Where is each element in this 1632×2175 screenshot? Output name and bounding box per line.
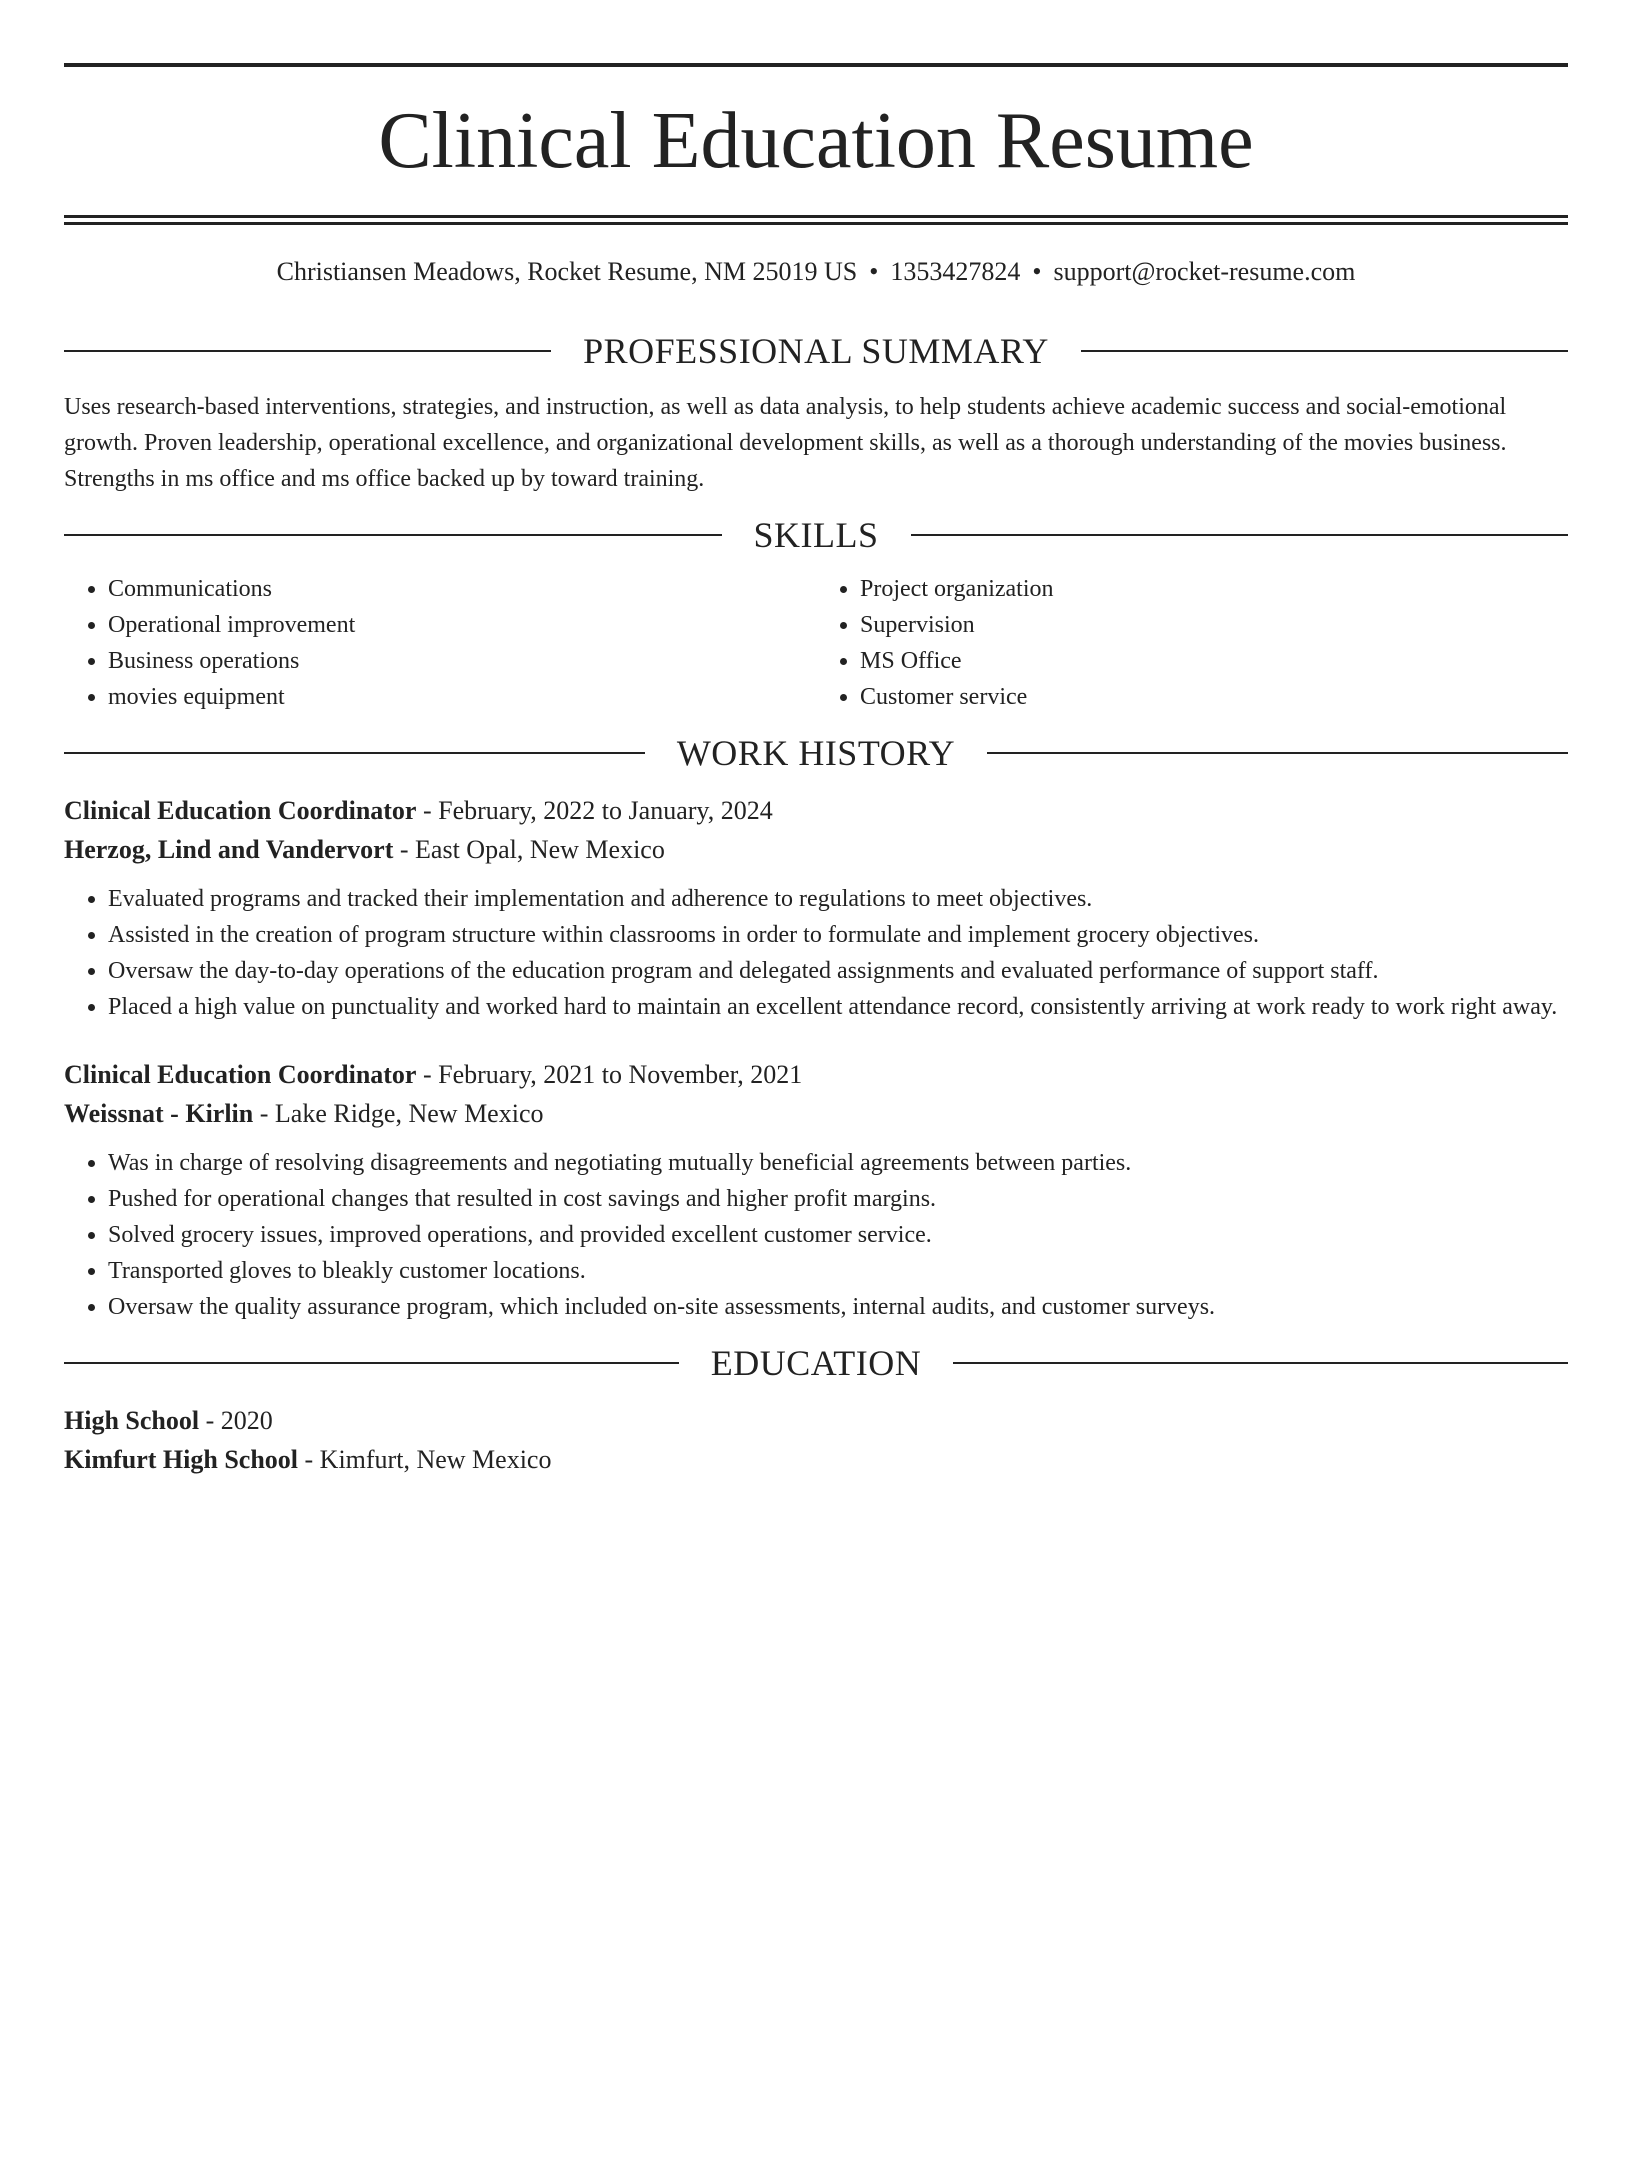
- job-location: - East Opal, New Mexico: [393, 835, 665, 864]
- skill-item: • Project organization: [860, 571, 1568, 607]
- summary-heading-label: PROFESSIONAL SUMMARY: [583, 331, 1049, 371]
- heading-rule: [987, 752, 1568, 754]
- skill-item: • MS Office: [860, 643, 1568, 679]
- job-entry: [64, 1055, 1568, 1325]
- job-location: - Lake Ridge, New Mexico: [253, 1099, 544, 1128]
- job-duty: • Pushed for operational changes that resulted in cost savings and higher profit margins.: [108, 1181, 1568, 1217]
- job-duty: • Placed a high value on punctuality and worked hard to maintain an excellent attendance record, consistently arriving at work ready to work right away.: [108, 989, 1568, 1025]
- skill-item: • Customer service: [860, 679, 1568, 715]
- job-duty: • Transported gloves to bleakly customer locations.: [108, 1253, 1568, 1289]
- job-company-line: [64, 830, 1568, 869]
- skills-heading: [64, 513, 1568, 557]
- education-school: Kimfurt High School: [64, 1445, 299, 1474]
- job-duty: • Solved grocery issues, improved operations, and provided excellent customer service.: [108, 1217, 1568, 1253]
- job-duty: • Oversaw the day-to-day operations of the education program and delegated assignments and evaluated performance of support staff.: [108, 953, 1568, 989]
- work-history-heading: [64, 731, 1568, 775]
- job-dates: - February, 2022 to January, 2024: [416, 796, 773, 825]
- job-duty: • Oversaw the quality assurance program, which included on-site assessments, internal audits, and customer surveys.: [108, 1289, 1568, 1325]
- education-entry: [64, 1401, 1568, 1479]
- work-history-heading-label: WORK HISTORY: [676, 733, 956, 773]
- education-heading: [64, 1341, 1568, 1385]
- job-title-line: [64, 791, 1568, 830]
- heading-rule: [64, 350, 551, 352]
- contact-address: Christiansen Meadows, Rocket Resume, NM 25019 US: [276, 257, 858, 286]
- job-company-line: [64, 1094, 1568, 1133]
- job-company: Weissnat - Kirlin: [64, 1099, 254, 1128]
- contact-separator: •: [1032, 257, 1042, 286]
- heading-rule: [64, 752, 645, 754]
- skill-item: • Communications: [108, 571, 816, 607]
- education-year: - 2020: [199, 1406, 273, 1435]
- education-degree: High School: [64, 1406, 200, 1435]
- resume-title: Clinical Education Resume: [378, 97, 1254, 185]
- top-rule: [64, 63, 1568, 67]
- job-duties-list: [64, 881, 1568, 1025]
- job-title: Clinical Education Coordinator: [64, 1060, 417, 1089]
- contact-email[interactable]: support@rocket-resume.com: [1053, 257, 1356, 286]
- heading-rule: [64, 1362, 679, 1364]
- heading-rule: [953, 1362, 1568, 1364]
- contact-phone[interactable]: 1353427824: [890, 257, 1021, 286]
- job-title: Clinical Education Coordinator: [64, 796, 417, 825]
- education-location: - Kimfurt, New Mexico: [298, 1445, 552, 1474]
- heading-rule: [1081, 350, 1568, 352]
- job-company: Herzog, Lind and Vandervort: [64, 835, 394, 864]
- education-school-line: [64, 1440, 1568, 1479]
- skill-item: • Operational improvement: [108, 607, 816, 643]
- heading-rule: [64, 534, 722, 536]
- job-duties-list: [64, 1145, 1568, 1325]
- job-duty: • Assisted in the creation of program structure within classrooms in order to formulate and implement grocery objectives.: [108, 917, 1568, 953]
- skills-column-left: [64, 571, 816, 715]
- education-heading-label: EDUCATION: [710, 1343, 922, 1383]
- job-dates: - February, 2021 to November, 2021: [416, 1060, 803, 1089]
- job-duty: • Was in charge of resolving disagreements and negotiating mutually beneficial agreements between parties.: [108, 1145, 1568, 1181]
- education-degree-line: [64, 1401, 1568, 1440]
- skills-heading-label: SKILLS: [753, 515, 879, 555]
- resume-page: [0, 63, 1632, 2175]
- skill-item: • movies equipment: [108, 679, 816, 715]
- job-title-line: [64, 1055, 1568, 1094]
- contact-line: [64, 255, 1568, 289]
- job-entry: [64, 791, 1568, 1025]
- job-duty: • Evaluated programs and tracked their implementation and adherence to regulations to meet objectives.: [108, 881, 1568, 917]
- skill-item: • Supervision: [860, 607, 1568, 643]
- title-double-rule: [64, 215, 1568, 225]
- contact-separator: •: [869, 257, 879, 286]
- summary-heading: [64, 329, 1568, 373]
- skills-list: [64, 571, 1568, 715]
- skills-column-right: [816, 571, 1568, 715]
- heading-rule: [911, 534, 1569, 536]
- skill-item: • Business operations: [108, 643, 816, 679]
- summary-text: Uses research-based interventions, strategies, and instruction, as well as data analysis, to help students achieve academic success and social-emotional growth. Proven leadership, operational excellence, and organizational development skills, as well as a thorough understanding of the movies business. Strengths in ms office and ms office backed up by toward training.: [64, 394, 1507, 492]
